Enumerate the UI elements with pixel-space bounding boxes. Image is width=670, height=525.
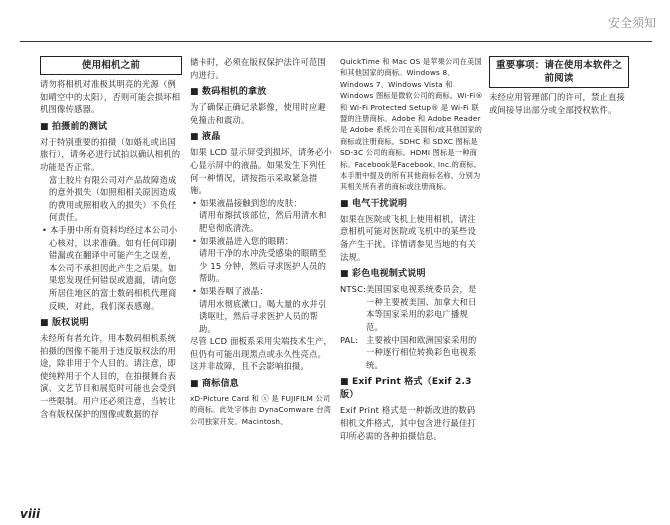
lcd-paragraph-2: 尽管 LCD 面板系采用尖端技术生产，但仍有可能出现黑点或永久性亮点。这并非故障，且不会影响拍摄。	[190, 336, 333, 372]
heading-exif-print: ■ Exif Print 格式（Exif 2.3 版）	[340, 376, 483, 402]
page-number: viii	[20, 507, 41, 521]
tv-ntsc-row	[340, 283, 483, 333]
test-bullet: • 本手册中所有资料均经过本公司小心核对，以求准确。如有任何印刷错漏或在翻译中可能产生之误差，本公司不承担因此产生之后果。如果您发现任何错误或遗漏，请向您所居住地区的富士数码相机代理商反映，对此，我们深表感谢。	[40, 224, 182, 312]
lcd-bullet-skin-text: 请用布擦拭该部位，然后用清水和肥皂彻底清洗。	[199, 210, 327, 233]
header-divider	[20, 41, 652, 42]
lcd-bullet-eyes-text: 请用干净的水冲洗受感染的眼睛至少 15 分钟，然后寻求医护人员的帮助。	[199, 248, 327, 284]
handling-paragraph: 为了确保正确记录影像，使用时应避免撞击和震动。	[190, 102, 326, 125]
copyright-continued: 储卡时，必须在版权保护法许可范围内进行。	[190, 57, 326, 80]
exif-paragraph: Exif Print 格式是一种新改进的数码相机文件格式，其中包含进行最佳打印所必需的各种拍摄信息。	[340, 405, 476, 441]
lcd-paragraph: 如果 LCD 显示屏受到损坏，请务必小心显示屏中的液晶。如果发生下列任何一种情况，请按指示采取紧急措施。	[190, 147, 333, 196]
heading-tv-systems: ■ 彩色电视制式说明	[340, 268, 483, 281]
tv-pal-row	[340, 334, 483, 372]
section-box-title-important: 重要事项：请在使用本软件之前阅读	[489, 56, 629, 88]
lcd-bullet-swallow-text: 请用水彻底漱口。喝大量的水并引诱呕吐，然后寻求医护人员的帮助。	[199, 298, 327, 334]
pal-label: PAL:	[340, 334, 359, 345]
copyright-paragraph: 未经所有者允许，用本数码相机系统拍摄的图像不能用于违反版权法的用途，除非用于个人目的。请注意，即使纯粹用于个人目的，在拍摄舞台表演、文艺节目和展览时可能也会受到一些限制。用户还必须注意，当转让含有版权保护的图像或数据的存	[40, 333, 176, 419]
heading-trademarks: ■ 商标信息	[190, 378, 334, 391]
heading-copyright: ■ 版权说明	[40, 317, 182, 330]
interference-paragraph: 如果在医院或飞机上使用相机，请注意相机可能对医院或飞机中的某些设备产生干扰。详情请参见当地的有关法规。	[340, 213, 476, 262]
heading-handling: ■ 数码相机的拿放	[190, 86, 334, 99]
column-3	[340, 56, 483, 442]
section-box-title-before-use: 使用相机之前	[40, 56, 182, 75]
column-2	[190, 56, 334, 427]
lcd-bullet-skin: • 如果液晶接触到您的皮肤：	[190, 197, 334, 210]
ntsc-text: 美国国家电视系统委员会，是一种主要被美国、加拿大和日本等国家采用的彩电广播规范。	[366, 284, 477, 333]
trademark-paragraph: xD-Picture Card 和 ⓧ 是 FUJIFILM 公司的商标。此处字体由 DynaComware 台湾公司独家开发。Macintosh、	[190, 394, 332, 426]
heading-test-shots: ■ 拍摄前的测试	[40, 121, 182, 134]
software-export-paragraph: 未经应用管理部门的许可，禁止直接或间接导出部分或全部授权软件。	[489, 92, 625, 115]
lcd-bullet-eyes: • 如果液晶进入您的眼睛：	[190, 235, 334, 248]
trademark-continued: QuickTime 和 Mac OS 是苹果公司在美国和其他国家的商标。Windows 8、Windows 7、Windows Vista 和 Windows 图标是微软公司的商标。Wi-Fi® 和 Wi-Fi Protected Setup® 是 Wi-Fi 联盟的注册商标。Adobe 和 Adobe Reader 是 Adobe 系统公司在美国和/或其他国家的商标或注册商标。SDHC 和 SDXC 图标是 SD-3C 公司的商标。HDMI 图标是一种商标。Facebook是Facebook, Inc.的商标。本手册中提及的所有其他商标名称，分别为其相关所有者的商标或注册商标。	[340, 57, 483, 192]
test-paragraph: 对于特别重要的拍摄（如婚礼或出国旅行），请务必进行试拍以确认相机的功能是否正常。	[40, 136, 181, 172]
heading-lcd: ■ 液晶	[190, 131, 334, 144]
column-4	[489, 56, 629, 116]
page-header-title: 安全须知	[607, 16, 656, 30]
ntsc-label: NTSC:	[340, 284, 367, 295]
lcd-bullet-swallow: • 如果吞咽了液晶：	[190, 285, 334, 298]
column-1	[40, 56, 182, 420]
intro-paragraph: 请勿将相机对准极其明亮的光源（例如晴空中的太阳），否则可能会损坏相机图像传感器。	[40, 79, 181, 115]
heading-electrical-interference: ■ 电气干扰说明	[340, 198, 483, 211]
pal-text: 主要被中国和欧洲国家采用的一种逐行相位转换彩色电视系统。	[366, 334, 477, 370]
test-indent-paragraph: 富士胶片有限公司对产品故障造成的意外损失（如照相相关原因造成的费用或照相收入的损失）不负任何责任。	[49, 174, 177, 223]
